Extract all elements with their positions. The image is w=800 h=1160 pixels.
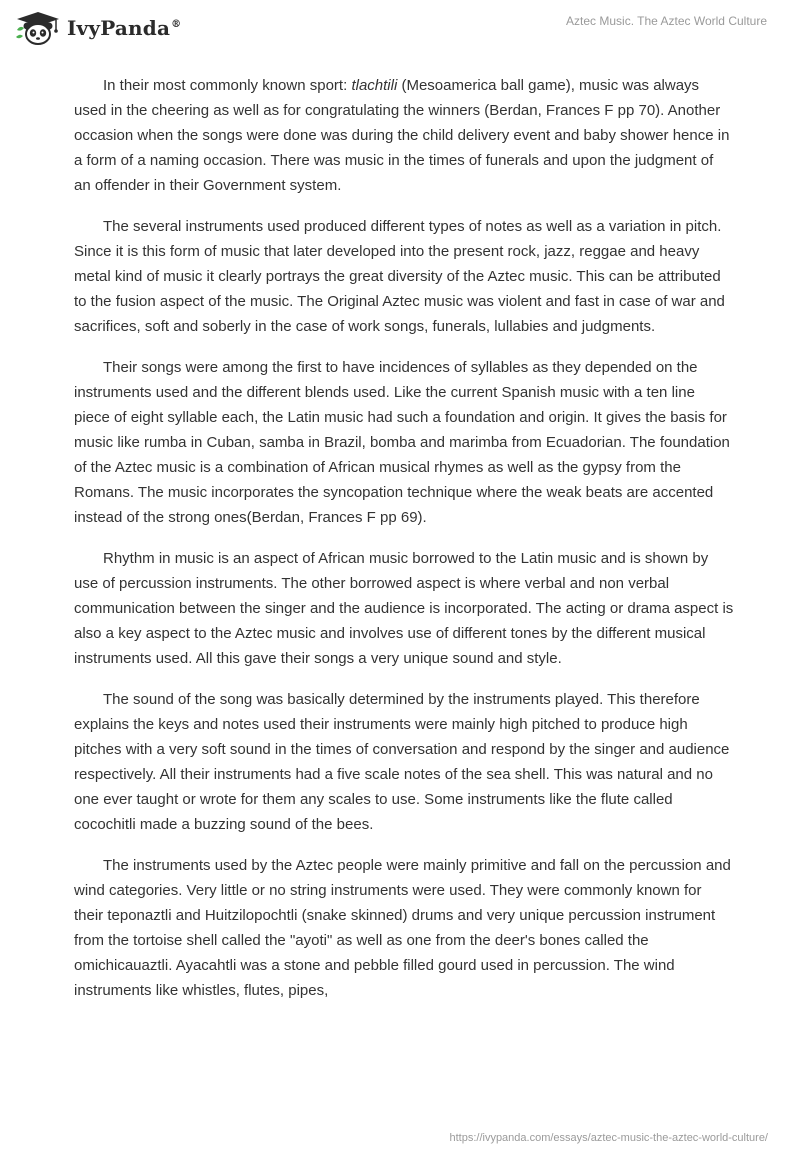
logo-name: IvyPanda	[67, 16, 171, 40]
paragraph-3: Their songs were among the first to have incidences of syllables as they depended on the instruments used and the different blends used. Like the current Spanish music with a ten line piece of eight syllable each, the Latin music had such a foundation and origin. It gives the basis for music like rumba in Cuban, samba in Brazil, bomba and marimba from Ecuadorian. The foundation of the Aztec music is a combination of African musical rhymes as well as the gypsy from the Romans. The music incorporates the syncopation technique where the weak beats are accented instead of the strong ones(Berdan, Frances F pp 69).	[74, 359, 730, 526]
registered-mark: ®	[171, 19, 182, 31]
paragraph-1-rest: (Mesoamerica ball game), music was always used in the cheering as well as for congratulating the winners (Berdan, Frances F pp 70). Another occasion when the songs were done was during the child delivery event and baby shower hence in a form of a naming occasion. There was music in the times of funerals and upon the judgment of an offender in their Government system.	[74, 77, 730, 194]
paragraph-1-term: tlachtili	[351, 77, 398, 94]
paragraph-6: The instruments used by the Aztec people were mainly primitive and fall on the percussion and wind categories. Very little or no string instruments were used. They were commonly known for their teponaztli and Huitzilopochtli (snake skinned) drums and very unique percussion instrument from the tortoise shell called the "ayoti" as well as one from the deer's bones called the omichicauaztli. Ayacahtli was a stone and pebble filled gourd used in percussion. The wind instruments like whistles, flutes, pipes,	[74, 857, 731, 999]
paragraph-2: The several instruments used produced different types of notes as well as a variation in pitch. Since it is this form of music that later developed into the present rock, jazz, reggae and heavy metal kind of music it clearly portrays the great diversity of the Aztec music. This can be attributed to the fusion aspect of the music. The Original Aztec music was violent and fast in case of war and sacrifices, soft and soberly in the case of work songs, funerals, lullabies and judgments.	[74, 218, 725, 335]
panda-graduate-icon	[14, 10, 62, 46]
page-header	[0, 0, 800, 60]
essay-body	[74, 73, 734, 1019]
source-url[interactable]: https://ivypanda.com/essays/aztec-music-the-aztec-world-culture/	[449, 1132, 768, 1144]
paragraph-5: The sound of the song was basically determined by the instruments played. This therefore explains the keys and notes used their instruments were mainly high pitched to produce high pitches with a very soft sound in the times of conversation and respond by the singer and audience respectively. All their instruments had a five scale notes of the sea shell. This was natural and no one ever taught or wrote for them any scales to use. Some instruments like the flute called cocochitli made a buzzing sound of the bees.	[74, 691, 730, 833]
document-title: Aztec Music. The Aztec World Culture	[566, 14, 767, 28]
paragraph-1	[74, 73, 734, 198]
ivypanda-logo[interactable]	[14, 10, 181, 46]
logo-wordmark	[67, 16, 181, 40]
paragraph-1-lead: In their most commonly known sport:	[103, 77, 352, 94]
paragraph-4: Rhythm in music is an aspect of African music borrowed to the Latin music and is shown by use of percussion instruments. The other borrowed aspect is where verbal and non verbal communication between the singer and the audience is incorporated. The acting or drama aspect is also a key aspect to the Aztec music and involves use of different tones by the different musical instruments used. All this gave their songs a very unique sound and style.	[74, 550, 734, 667]
